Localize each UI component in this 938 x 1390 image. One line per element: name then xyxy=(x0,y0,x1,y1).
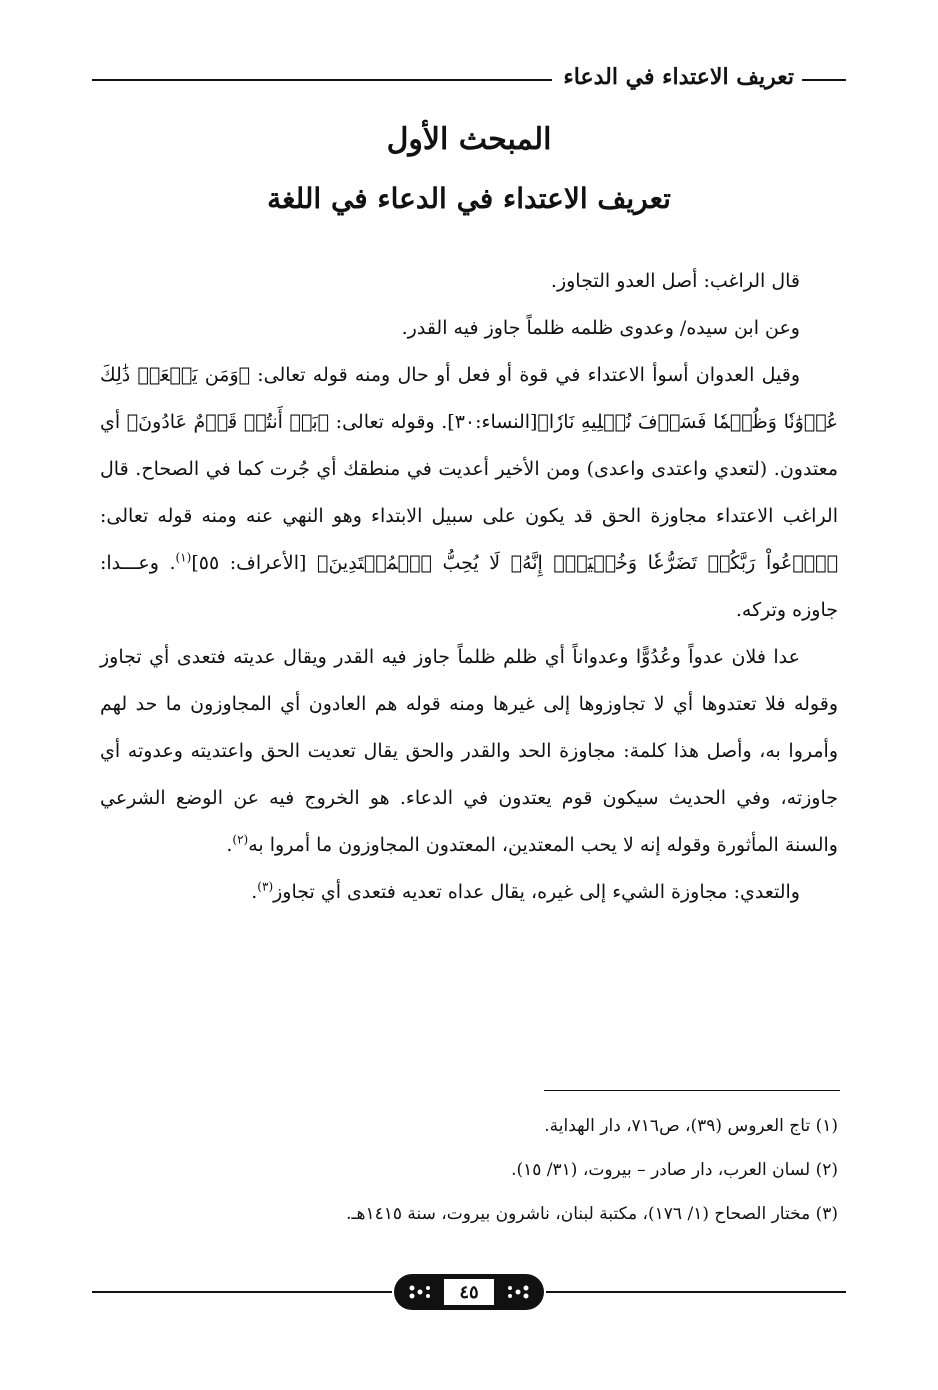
footnote-separator xyxy=(544,1090,840,1091)
footnote-ref-1: (١) xyxy=(175,550,192,565)
running-header xyxy=(92,64,846,94)
footer-rule-right xyxy=(546,1291,846,1293)
body-text xyxy=(100,258,838,916)
ornament-flourish-left-icon xyxy=(406,1282,434,1302)
header-rule-left xyxy=(92,79,552,81)
footnote-2: (٢) لسان العرب، دار صادر – بيروت، (٣١/ ١٥). xyxy=(511,1160,838,1180)
section-title: تعريف الاعتداء في الدعاء في اللغة xyxy=(267,182,671,215)
footnote-3: (٣) مختار الصحاح (١/ ١٧٦)، مكتبة لبنان، ناشرون بيروت، سنة ١٤١٥هـ. xyxy=(346,1204,838,1224)
footnote-1: (١) تاج العروس (٣٩)، ص٧١٦، دار الهداية. xyxy=(544,1116,838,1136)
ornament-flourish-right-icon xyxy=(504,1282,532,1302)
footnote-ref-2: (٢) xyxy=(232,832,249,847)
page-number-ornament xyxy=(394,1270,544,1314)
footnotes xyxy=(100,1104,838,1236)
paragraph-2: وعن ابن سيده/ وعدوى ظلمه ظلماً جاوز فيه القدر. xyxy=(401,317,800,339)
chapter-title: المبحث الأول xyxy=(386,122,552,157)
paragraph-1: قال الراغب: أصل العدو التجاوز. xyxy=(550,270,800,292)
header-rule-right xyxy=(802,79,846,81)
paragraph-4-text: عدا فلان عدواً وعُدُوًّا وعدواناً أي ظلم ظلماً جاوز فيه القدر ويقال عديته فتعدى أي تجاوز وقوله فلا تعتدوها أي لا تجاوزوها إلى غيرها ومنه قوله هم العادون أي المجاوزون ما حد لهم وأمروا به، وأصل هذا كلمة: مجاوزة الحد والقدر والحق يقال تعديت الحق واعتديته وعدوته أي جاوزته، وفي الحديث سيكون قوم يعتدون في الدعاء. هو الخروج فيه عن الوضع الشرعي والسنة المأثورة وقوله إنه لا يحب المعتدين، المعتدون المجاوزون ما أمروا به xyxy=(100,646,838,856)
paragraph-3-text: وقيل العدوان أسوأ الاعتداء في قوة أو فعل أو حال ومنه قوله تعالى: ﴿وَمَن يَفۡعَلۡ ذَٰلِكَ عُدۡوَٰنٗا وَظُلۡمٗا فَسَوۡفَ نُصۡلِيهِ نَارٗا﴾[النساء:٣٠]. وقوله تعالى: ﴿بَلۡ أَنتُمۡ قَوۡمٌ عَادُونَ﴾ أي معتدون. (لتعدي واعتدى واعدى) ومن الأخير أعديت في منطقك أي جُرت كما في الصحاح. قال الراغب الاعتداء مجاوزة الحق قد يكون على سبيل الابتداء وهو النهي عنه ومنه قوله تعالى: ﴿ٱدۡعُواْ رَبَّكُمۡ تَضَرُّعٗا وَخُفۡيَةًۚ إِنَّهُۥ لَا يُحِبُّ ٱلۡمُعۡتَدِينَ﴾ [الأعراف: ٥٥] xyxy=(100,364,838,574)
footnote-ref-3: (٣) xyxy=(257,879,274,894)
paragraph-4 xyxy=(100,634,838,869)
paragraph-4-end: . xyxy=(226,834,233,856)
page-footer xyxy=(92,1270,846,1314)
footer-rule-left xyxy=(92,1291,392,1293)
paragraph-3 xyxy=(100,352,838,634)
running-header-title: تعريف الاعتداء في الدعاء xyxy=(563,64,794,90)
paragraph-5-text: والتعدي: مجاوزة الشيء إلى غيره، يقال عداه تعديه فتعدى أي تجاوز xyxy=(273,881,800,903)
page-number: ٤٥ xyxy=(441,1276,497,1308)
paragraph-3-tail: . وعـــدا: جاوزه وتركه. xyxy=(100,552,838,621)
paragraph-5-end: . xyxy=(251,881,258,903)
paragraph-5 xyxy=(100,869,838,916)
